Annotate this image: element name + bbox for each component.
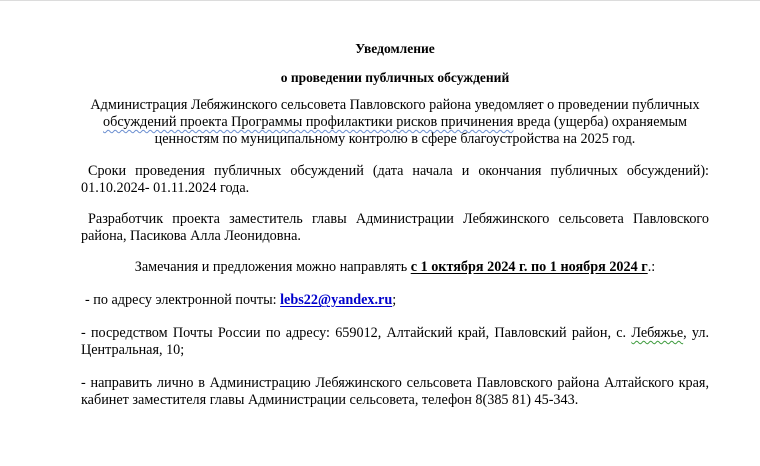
- post-text-1: - посредством Почты России по адресу: 659012, Алтайский край, Павловский район, с.: [81, 325, 632, 341]
- personal-paragraph: [81, 375, 709, 409]
- remarks-dates: с 1 октября 2024 г. по 1 ноября 2024 г: [410, 259, 648, 275]
- post-text-2: , ул. Центральная, 10;: [81, 325, 709, 358]
- developer-text: Разработчик проекта заместитель главы Администрации Лебяжинского сельсовета Павловского района, Пасикова Алла Леонидовна.: [81, 211, 709, 244]
- intro-paragraph: [81, 97, 709, 148]
- email-link[interactable]: lebs22@yandex.ru: [280, 292, 393, 308]
- post-village: Лебяжье: [631, 325, 684, 341]
- document-page: [81, 30, 709, 409]
- intro-text-1: Администрация Лебяжинского сельсовета Павловского района уведомляет о проведении публичных: [90, 97, 700, 113]
- deadline-paragraph: [81, 163, 709, 197]
- remarks-paragraph: [81, 259, 709, 276]
- notice-subtitle: о проведении публичных обсуждений: [280, 70, 510, 85]
- personal-text: - направить лично в Администрацию Лебяжинского сельсовета Павловского района Алтайского края, кабинет заместителя главы Администрации сельсовета, телефон 8(385 81) 45-343.: [81, 375, 709, 408]
- intro-text-2: вреда (ущерба) охраняемым ценностям по муниципальному контролю в сфере благоустройства на 2025 год.: [154, 114, 687, 147]
- remarks-suffix: .:: [647, 259, 656, 275]
- notice-title: Уведомление: [355, 41, 435, 56]
- email-paragraph: [81, 292, 709, 309]
- email-suffix: ;: [392, 292, 397, 308]
- email-prefix: - по адресу электронной почты:: [85, 292, 281, 308]
- deadline-text: Сроки проведения публичных обсуждений (дата начала и окончания публичных обсуждений): 01.10.2024- 01.11.2024 года.: [81, 163, 709, 196]
- intro-text-underlined: обсуждений проекта Программы профилактики рисков причинения: [103, 114, 514, 130]
- remarks-prefix: Замечания и предложения можно направлять: [134, 259, 411, 275]
- post-paragraph: [81, 325, 709, 359]
- page-top-edge: [0, 0, 760, 1]
- developer-paragraph: [81, 211, 709, 245]
